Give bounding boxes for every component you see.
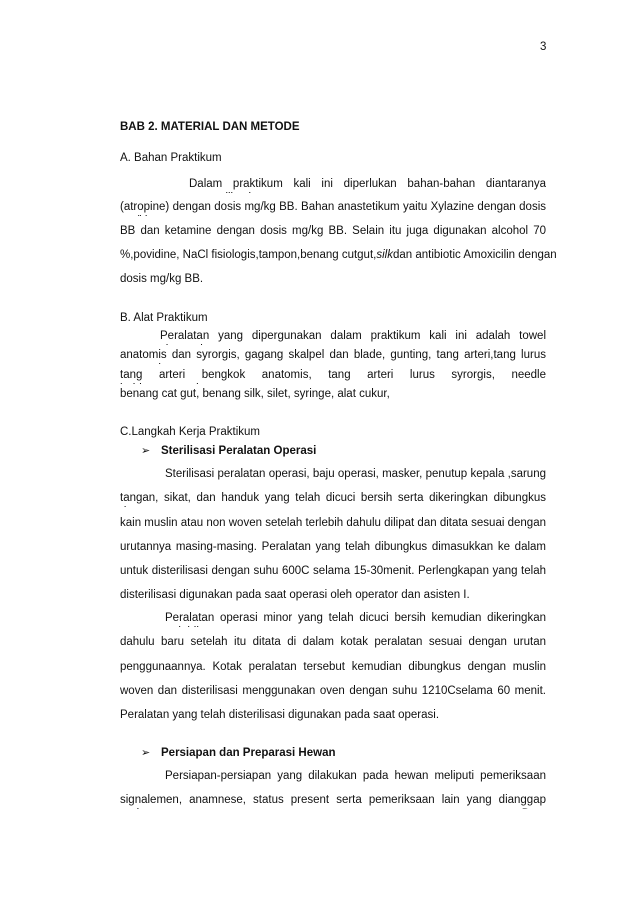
sterilisasi-line-11: Peralatan yang telah disterilisasi digunakan pada saat operasi. bbox=[120, 709, 440, 721]
section-a-line-4 bbox=[120, 248, 557, 262]
bullet-arrow-icon: ➢ bbox=[141, 445, 151, 457]
section-b-line-3: tang arteri bengkok anatomis, tang arteri lurus syrorgis, needle bbox=[120, 369, 546, 381]
subsection-title-sterilisasi: Sterilisasi Peralatan Operasi bbox=[161, 445, 317, 457]
section-a-line-3: BB dan ketamine dengan dosis mg/kg BB. Selain itu juga digunakan alcohol 70 bbox=[120, 225, 546, 237]
persiapan-line-2: signalemen, anamnese, status present serta pemeriksaan lain yang dianggap bbox=[120, 794, 546, 806]
section-a-line-5: dosis mg/kg BB. bbox=[120, 273, 204, 285]
sterilisasi-line-1: Sterilisasi peralatan operasi, baju operasi, masker, penutup kepala ,sarung bbox=[165, 468, 546, 480]
page-number: 3 bbox=[540, 41, 547, 53]
section-b-line-4: benang cat gut, benang silk, silet, syringe, alat cukur, bbox=[120, 388, 390, 400]
sterilisasi-line-8: dahulu baru setelah itu ditata di dalam kotak peralatan sesuai dengan urutan bbox=[120, 636, 546, 648]
section-c-heading: C.Langkah Kerja Praktikum bbox=[120, 426, 260, 438]
section-a-line-4-part-2: dan antibiotic Amoxicilin dengan bbox=[392, 249, 557, 261]
persiapan-line-1: Persiapan-persiapan yang dilakukan pada hewan meliputi pemeriksaan bbox=[165, 770, 546, 782]
section-b-heading: B. Alat Praktikum bbox=[120, 312, 208, 324]
bullet-arrow-icon-2: ➢ bbox=[141, 747, 151, 759]
chapter-title: BAB 2. MATERIAL DAN METODE bbox=[120, 121, 300, 133]
section-a-line-4-italic-term: silk bbox=[376, 249, 393, 261]
section-a-line-4-part-1: %,povidine, NaCl fisiologis,tampon,benang cutgut, bbox=[120, 249, 377, 261]
sterilisasi-line-10: woven dan disterilisasi menggunakan oven dengan suhu 1210Cselama 60 menit. bbox=[120, 685, 546, 697]
sterilisasi-line-2: tangan, sikat, dan handuk yang telah dicuci bersih serta dikeringkan dibungkus bbox=[120, 492, 546, 504]
sterilisasi-line-6: disterilisasi digunakan pada saat operasi oleh operator dan asisten I. bbox=[120, 589, 470, 601]
sterilisasi-line-7: Peralatan operasi minor yang telah dicuci bersih kemudian dikeringkan bbox=[165, 612, 546, 624]
sterilisasi-line-4: urutannya masing-masing. Peralatan yang telah dibungkus dimasukkan ke dalam bbox=[120, 541, 546, 553]
section-b-line-2: anatomis dan syrorgis, gagang skalpel dan blade, gunting, tang arteri,tang lurus bbox=[120, 349, 546, 361]
section-a-line-1: Dalam praktikum kali ini diperlukan bahan-bahan diantaranya bbox=[189, 178, 546, 190]
sterilisasi-line-5: untuk disterilisasi dengan suhu 600C selama 15-30menit. Perlengkapan yang telah bbox=[120, 565, 546, 577]
sterilisasi-line-9: penggunaannya. Kotak peralatan tersebut kemudian dibungkus dengan muslin bbox=[120, 661, 546, 673]
section-a-heading: A. Bahan Praktikum bbox=[120, 152, 222, 164]
sterilisasi-line-3: kain muslin atau non woven setelah terlebih dahulu dilipat dan ditata sesuai dengan bbox=[120, 517, 546, 529]
section-b-line-1: Peralatan yang dipergunakan dalam praktikum kali ini adalah towel bbox=[160, 330, 546, 342]
subsection-title-persiapan: Persiapan dan Preparasi Hewan bbox=[161, 747, 336, 759]
section-a-line-2: (atropine) dengan dosis mg/kg BB. Bahan anastetikum yaitu Xylazine dengan dosis bbox=[120, 201, 546, 213]
